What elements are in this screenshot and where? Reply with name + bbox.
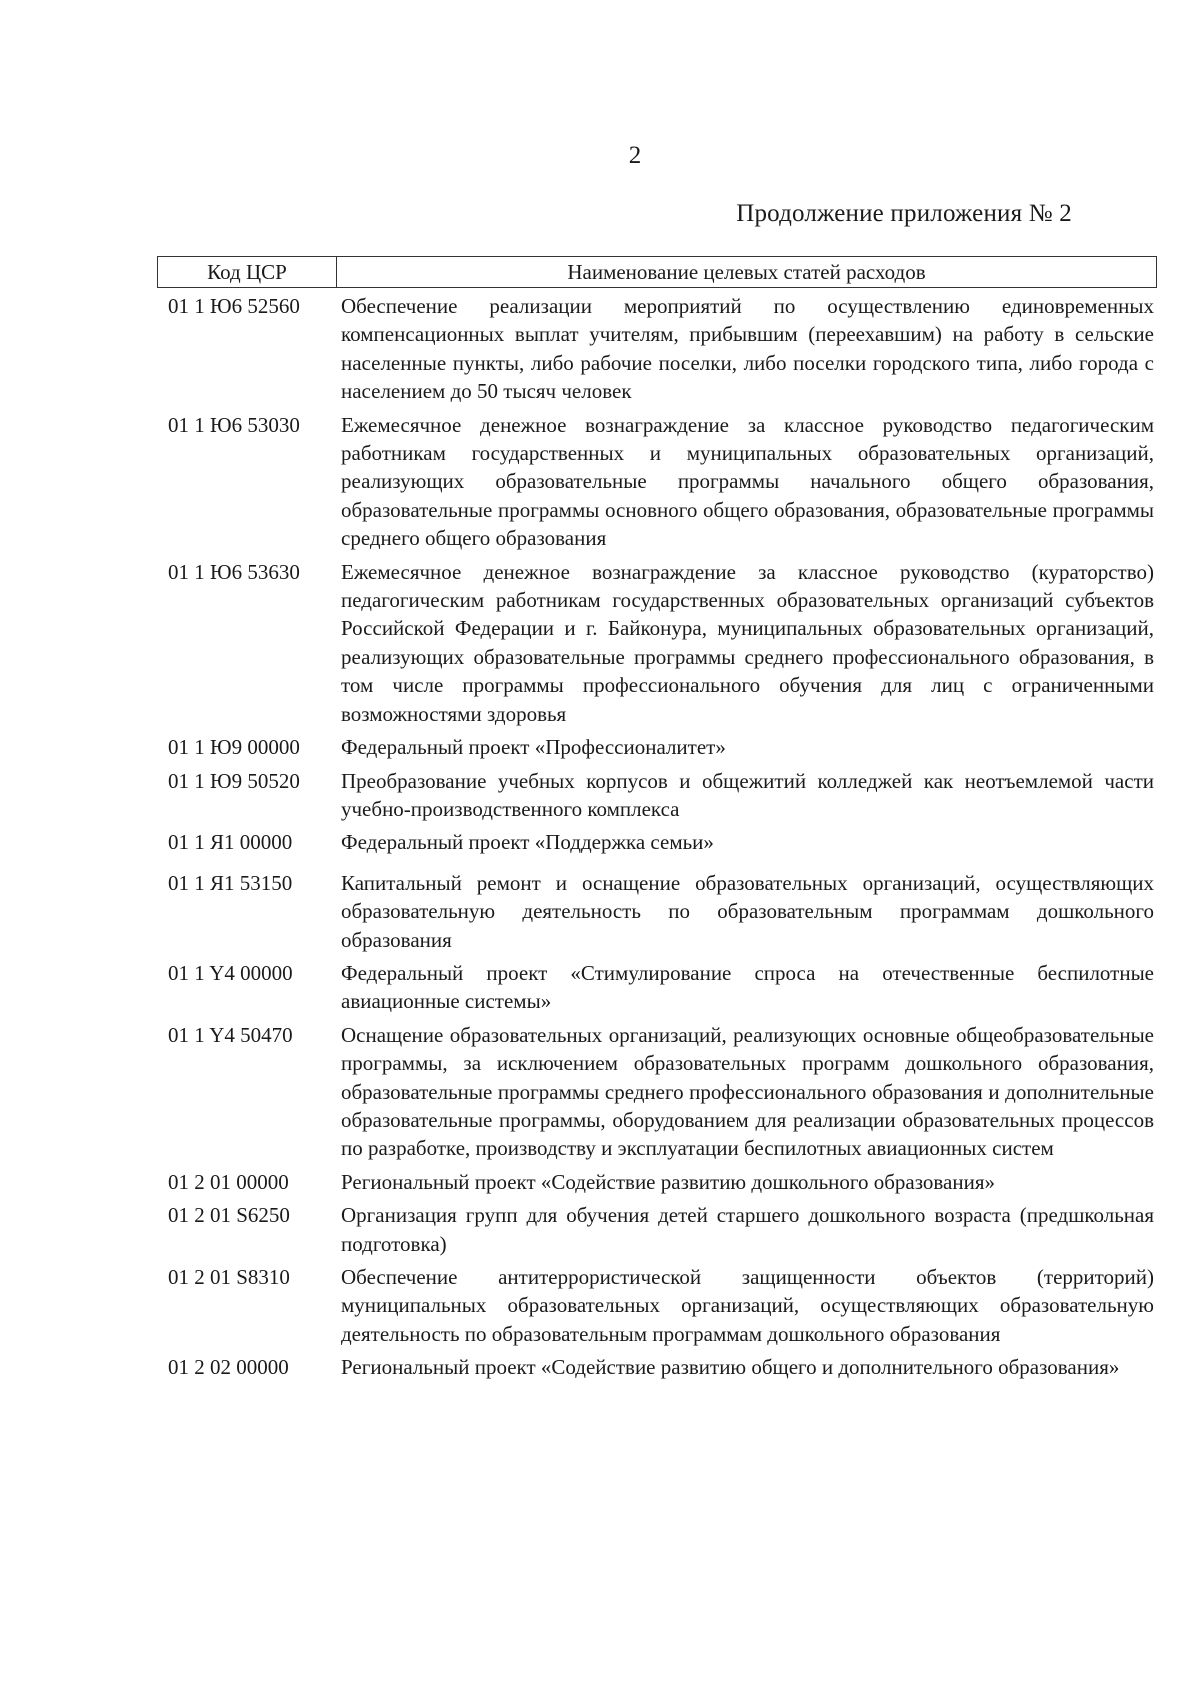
page-number: 2 <box>628 142 642 169</box>
row-code: 01 1 Я1 00000 <box>168 830 293 855</box>
row-name: Федеральный проект «Стимулирование спроса на отечественные беспилотные авиационные системы» <box>341 960 1154 1014</box>
row-code: 01 1 Ю9 00000 <box>168 735 300 760</box>
header-name: Наименование целевых статей расходов <box>567 260 926 284</box>
table-row <box>157 767 1157 824</box>
row-name: Ежемесячное денежное вознаграждение за классное руководство педагогическим работникам государственных и муниципальных образовательных организаций, реализующих образовательные программы начального общего образования, образовательные программы основного общего образования, образовательные программы среднего общего образования <box>341 412 1154 551</box>
row-code: 01 1 Я1 53150 <box>168 870 293 895</box>
table-row <box>157 1201 1157 1258</box>
row-code: 01 1 Y4 00000 <box>168 960 293 985</box>
row-code: 01 1 Y4 50470 <box>168 1022 293 1047</box>
table-body <box>157 292 1157 1382</box>
row-code: 01 2 01 00000 <box>168 1169 289 1194</box>
table-row <box>157 558 1157 728</box>
row-code: 01 2 01 S6250 <box>168 1203 290 1228</box>
row-name: Организация групп для обучения детей старшего дошкольного возраста (предшкольная подготовка) <box>341 1203 1154 1256</box>
row-code: 01 2 01 S8310 <box>168 1265 290 1289</box>
row-name: Региональный проект «Содействие развитию общего и дополнительного образования» <box>341 1355 1120 1380</box>
appendix-caption: Продолжение приложения № 2 <box>736 200 1072 227</box>
budget-items-table <box>157 256 1157 1387</box>
table-row <box>157 869 1157 954</box>
row-code: 01 1 Ю9 50520 <box>168 768 300 793</box>
row-name: Федеральный проект «Поддержка семьи» <box>341 830 714 855</box>
table-row <box>157 292 1157 406</box>
row-name: Ежемесячное денежное вознаграждение за классное руководство (кураторство) педагогическим работникам государственных образовательных организаций субъектов Российской Федерации и г. Байконура, муниципальных образовательных организаций, реализующих образовательные программы среднего профессионального образования, в том числе программы профессионального обучения для лиц с ограниченными возможностями здоровья <box>341 559 1154 726</box>
row-code: 01 2 02 00000 <box>168 1355 289 1380</box>
header-code: Код ЦСР <box>158 257 337 287</box>
table-row <box>157 1263 1157 1348</box>
row-code: 01 1 Ю6 53030 <box>168 412 300 437</box>
table-row <box>157 733 1157 761</box>
table-row <box>157 1168 1157 1196</box>
table-row <box>157 828 1157 856</box>
table-row <box>157 411 1157 553</box>
row-name: Оснащение образовательных организаций, реализующих основные общеобразовательные программы, за исключением образовательных программ дошкольного образования, образовательные программы среднего профессионального образования и дополнительные образовательные программы, оборудованием для реализации образовательных процессов по разработке, производству и эксплуатации беспилотных авиационных систем <box>341 1022 1154 1161</box>
table-row <box>157 1021 1157 1163</box>
row-name: Капитальный ремонт и оснащение образовательных организаций, осуществляющих образовательную деятельность по образовательным программам дошкольного образования <box>341 870 1154 952</box>
table-row <box>157 959 1157 1016</box>
row-code: 01 1 Ю6 52560 <box>168 294 300 318</box>
row-name: Федеральный проект «Профессионалитет» <box>341 735 726 760</box>
table-row <box>157 1353 1157 1381</box>
row-name: Преобразование учебных корпусов и общежитий колледжей как неотъемлемой части учебно-производственного комплекса <box>341 768 1154 821</box>
row-name: Обеспечение антитеррористической защищенности объектов (территорий) муниципальных образовательных организаций, осуществляющих образовательную деятельность по образовательным программам дошкольного образования <box>341 1265 1154 1346</box>
table-header <box>157 256 1157 288</box>
row-name: Обеспечение реализации мероприятий по осуществлению единовременных компенсационных выплат учителям, прибывшим (переехавшим) на работу в сельские населенные пункты, либо рабочие поселки, либо поселки городского типа, либо города с населением до 50 тысяч человек <box>341 294 1154 404</box>
row-name: Региональный проект «Содействие развитию дошкольного образования» <box>341 1169 995 1194</box>
row-code: 01 1 Ю6 53630 <box>168 559 300 584</box>
